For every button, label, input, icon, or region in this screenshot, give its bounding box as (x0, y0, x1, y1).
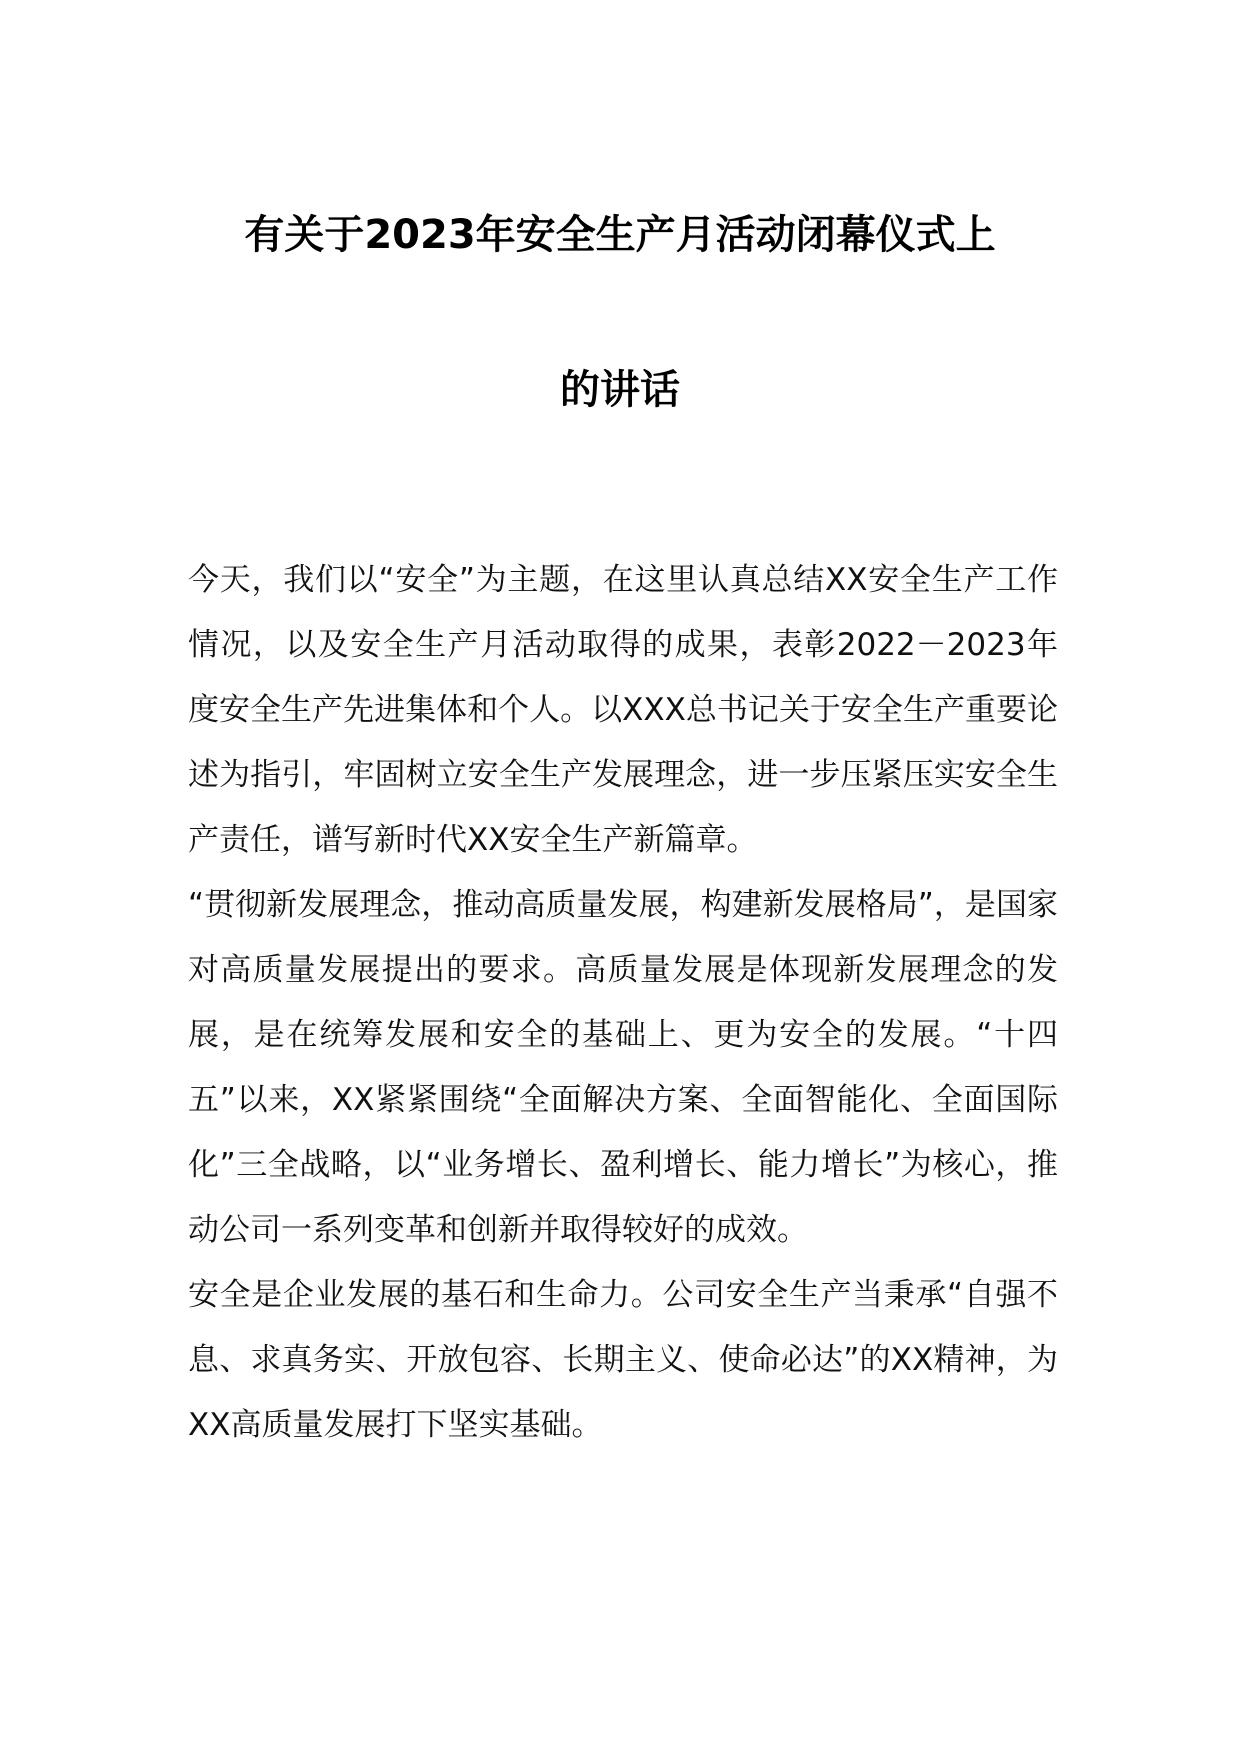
paragraph-1: 今天，我们以“安全”为主题，在这里认真总结XX安全生产工作情况，以及安全生产月活动取得的成果，表彰2022－2023年度安全生产先进集体和个人。以XXX总书记关于安全生产重要论述为指引，牢固树立安全生产发展理念，进一步压紧压实安全生产责任，谱写新时代XX安全生产新篇章。 (188, 562, 1058, 858)
paragraph-3: 安全是企业发展的基石和生命力。公司安全生产当秉承“自强不息、求真务实、开放包容、长期主义、使命必达”的XX精神，为XX高质量发展打下坚实基础。 (188, 1277, 1058, 1443)
document-title-line-1: 有关于2023年安全生产月活动闭幕仪式上 (244, 212, 996, 258)
paragraph-2: “贯彻新发展理念，推动高质量发展，构建新发展格局”，是国家对高质量发展提出的要求。高质量发展是体现新发展理念的发展，是在统筹发展和安全的基础上、更为安全的发展。“十四五”以来，XX紧紧围绕“全面解决方案、全面智能化、全面国际化”三全战略，以“业务增长、盈利增长、能力增长”为核心，推动公司一系列变革和创新并取得较好的成效。 (188, 887, 1058, 1248)
document-body (188, 548, 1058, 1458)
document-title-line-2: 的讲话 (560, 367, 680, 413)
